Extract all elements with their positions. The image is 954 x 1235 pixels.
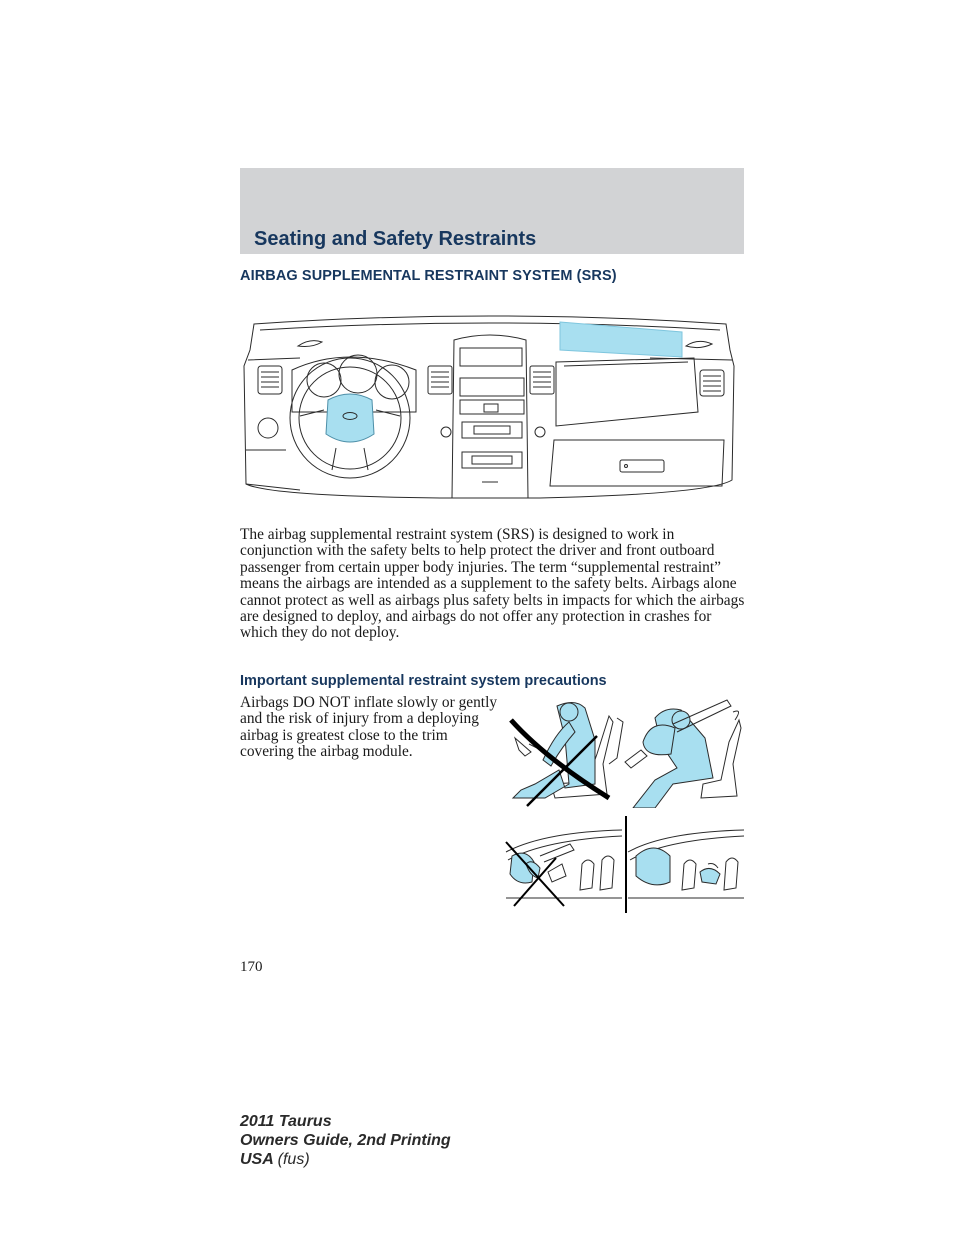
precautions-heading: Important supplemental restraint system precautions [240, 673, 607, 689]
document-footer [240, 1112, 451, 1169]
page-number: 170 [240, 959, 263, 975]
intro-paragraph: The airbag supplemental restraint system (SRS) is designed to work in conjunction with the safety belts to help protect the driver and front outboard passenger from certain upper body injuries. The term “supplemental restraint” means the airbags are intended as a supplement to the safety belts. Airbags alone cannot protect as well as airbags plus safety belts in impacts for which the airbags are designed to deploy, and airbags do not offer any protection in crashes for which they do not deploy. [240, 526, 745, 642]
section-title: Seating and Safety Restraints [254, 228, 537, 250]
dashboard-airbag-illustration [240, 300, 740, 520]
child-seat-airbag-illustration [504, 816, 745, 913]
occupant-position-illustration [505, 698, 745, 808]
precautions-paragraph: Airbags DO NOT inflate slowly or gently and the risk of injury from a deploying airbag is greatest close to the trim covering the airbag module. [240, 694, 498, 761]
footer-market: USA [240, 1151, 274, 1168]
footer-guide-edition: Owners Guide, 2nd Printing [240, 1132, 451, 1149]
footer-model-year: 2011 Taurus [240, 1113, 332, 1130]
section-header-band [240, 168, 744, 254]
footer-market-code: (fus) [277, 1151, 310, 1168]
srs-heading: AIRBAG SUPPLEMENTAL RESTRAINT SYSTEM (SRS) [240, 268, 617, 284]
footer-market-line [240, 1150, 451, 1169]
